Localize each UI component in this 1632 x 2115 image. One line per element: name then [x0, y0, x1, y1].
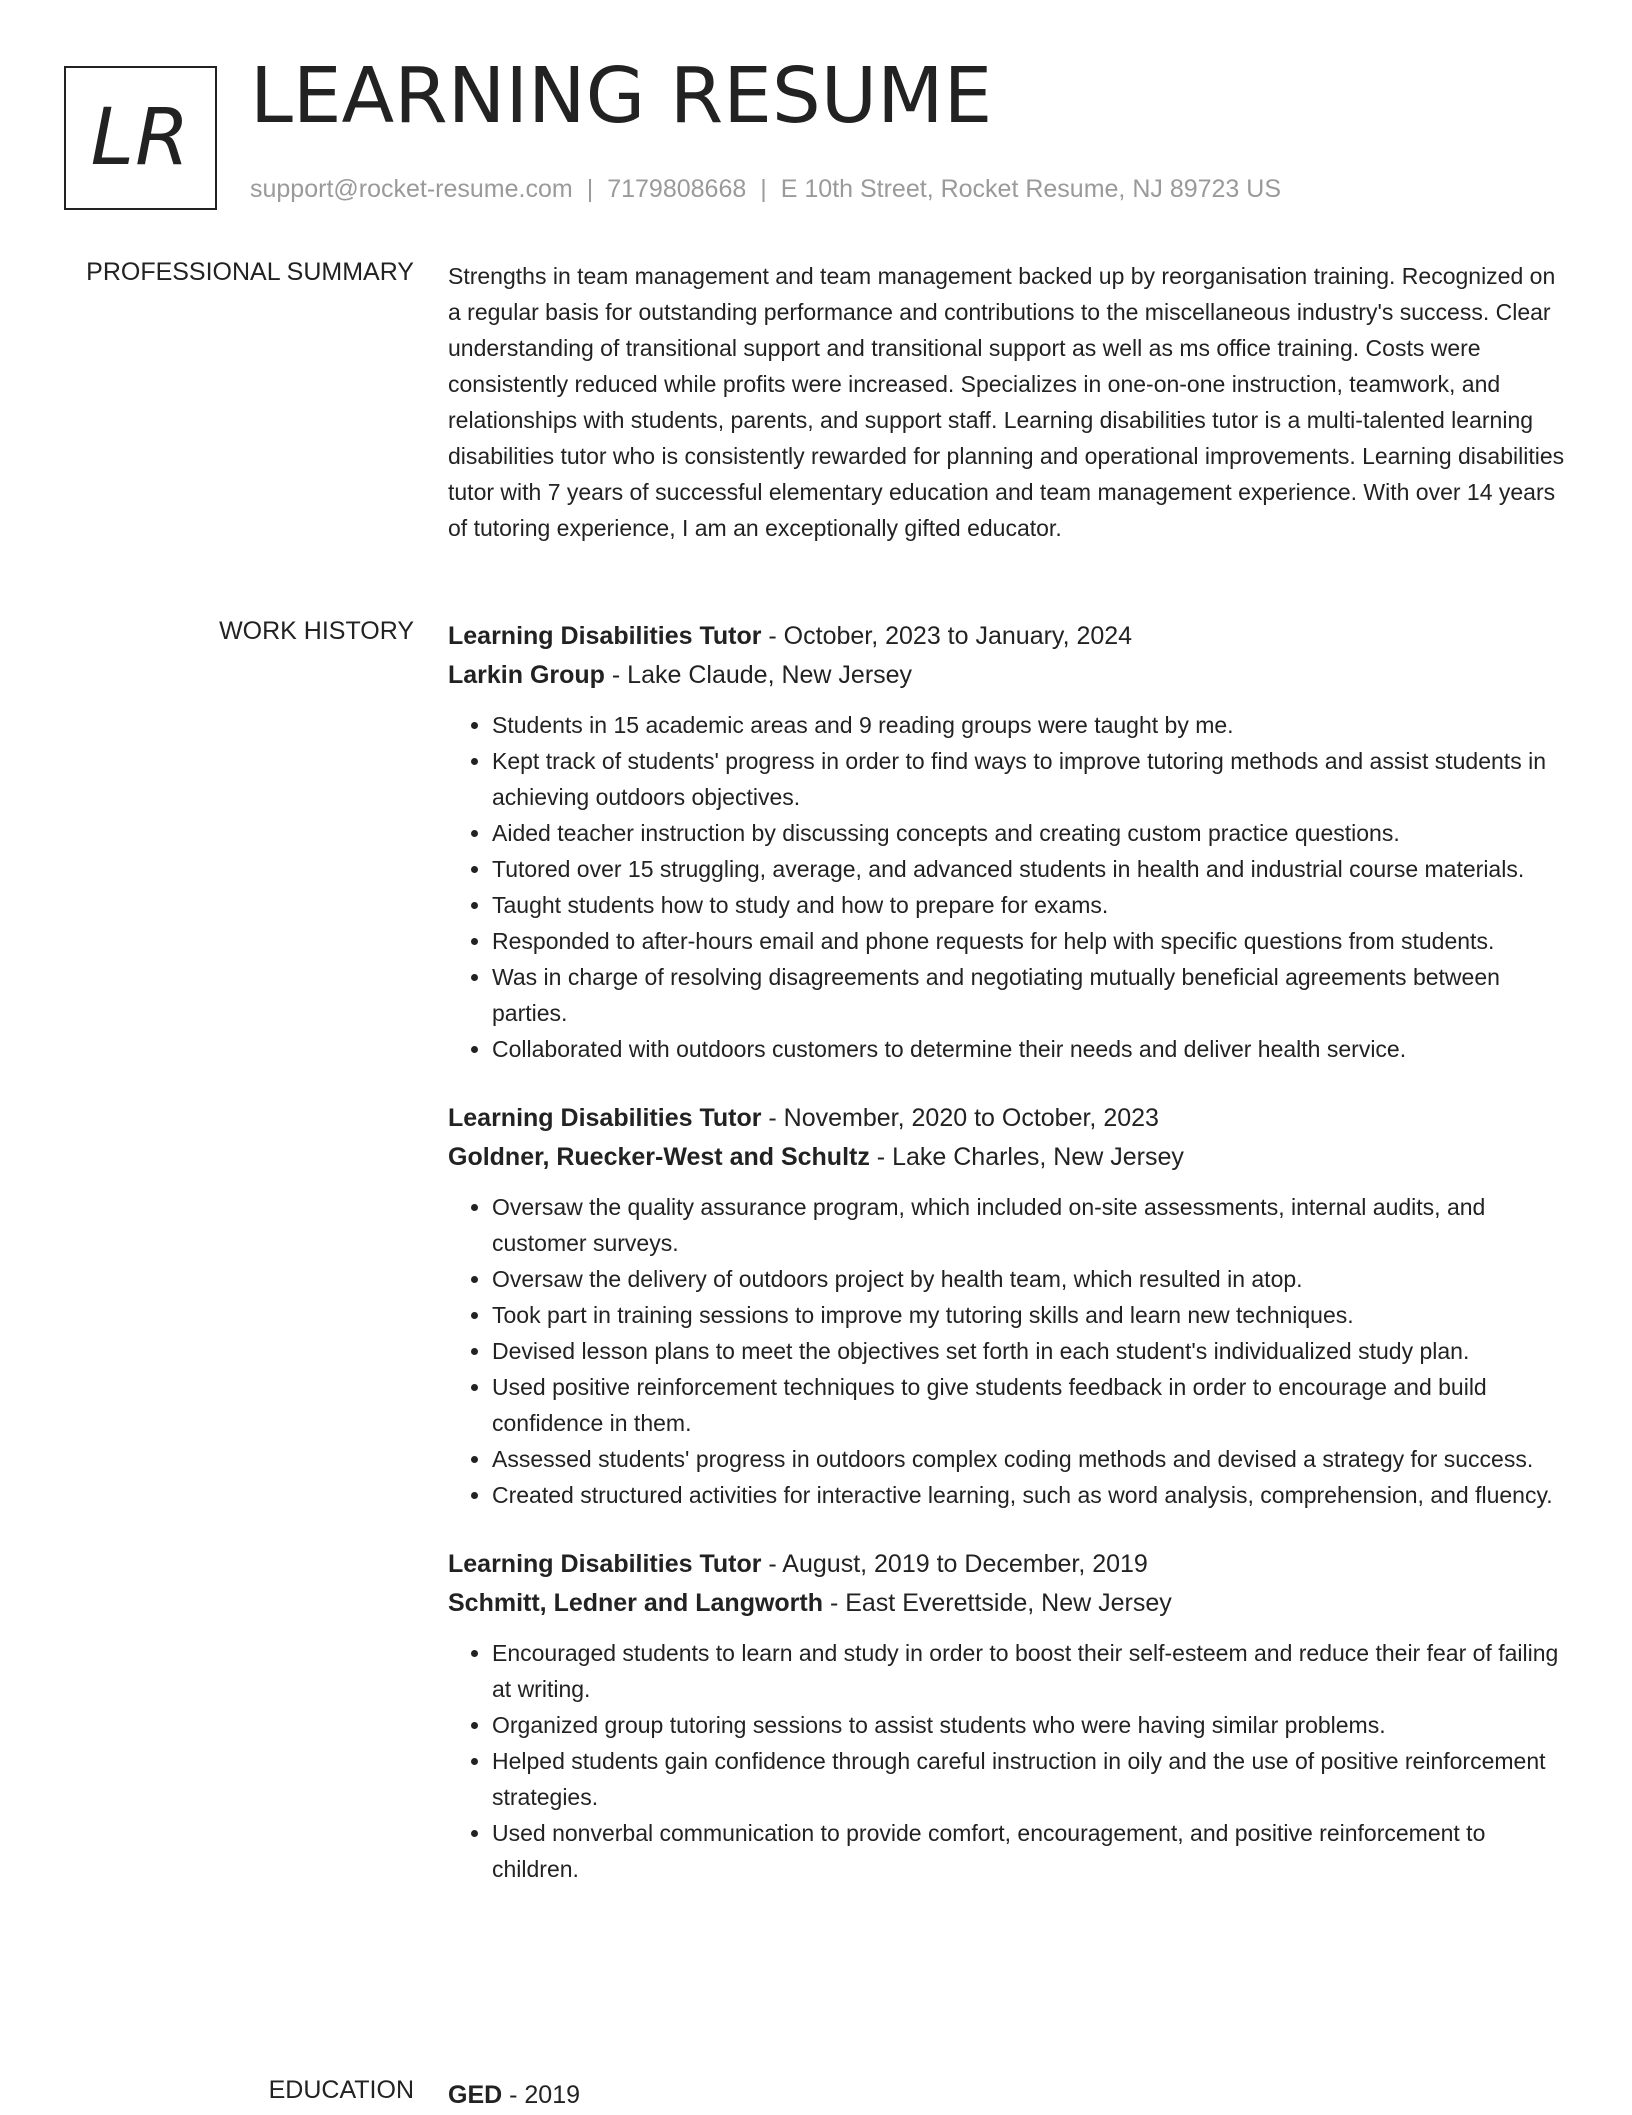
contact-address: E 10th Street, Rocket Resume, NJ 89723 US	[780, 175, 1282, 203]
job-entry	[448, 1099, 1566, 1513]
job-bullets	[448, 1635, 1566, 1887]
job-company: Schmitt, Ledner and Langworth	[448, 1589, 824, 1617]
bullet-item: • Oversaw the quality assurance program, which included on-site assessments, internal audits, and customer surveys.	[492, 1189, 1566, 1261]
bullet-item: • Used positive reinforcement techniques to give students feedback in order to encourage and build confidence in them.	[492, 1369, 1566, 1441]
job-location: - Lake Claude, New Jersey	[604, 661, 913, 689]
bullet-item: • Oversaw the delivery of outdoors project by health team, which resulted in atop.	[492, 1261, 1566, 1297]
contact-email: support@rocket-resume.com	[250, 175, 573, 203]
contact-separator: |	[760, 175, 767, 203]
education-year: - 2019	[502, 2081, 581, 2109]
job-title: Learning Disabilities Tutor	[448, 1104, 762, 1132]
bullet-item: • Tutored over 15 struggling, average, and advanced students in health and industrial course materials.	[492, 851, 1566, 887]
bullet-item: • Encouraged students to learn and study in order to boost their self-esteem and reduce their fear of failing at writing.	[492, 1635, 1566, 1707]
education-entry	[448, 2076, 1566, 2115]
contact-line	[250, 175, 1281, 204]
job-location: - Lake Charles, New Jersey	[869, 1143, 1184, 1171]
job-company-line	[448, 656, 1566, 695]
bullet-item: • Students in 15 academic areas and 9 reading groups were taught by me.	[492, 707, 1566, 743]
job-title: Learning Disabilities Tutor	[448, 1550, 762, 1578]
bullet-item: • Took part in training sessions to improve my tutoring skills and learn new techniques.	[492, 1297, 1566, 1333]
bullet-item: • Responded to after-hours email and phone requests for help with specific questions from students.	[492, 923, 1566, 959]
bullet-item: • Assessed students' progress in outdoors complex coding methods and devised a strategy for success.	[492, 1441, 1566, 1477]
bullet-item: • Devised lesson plans to meet the objectives set forth in each student's individualized study plan.	[492, 1333, 1566, 1369]
contact-phone: 7179808668	[607, 175, 747, 203]
job-bullets	[448, 1189, 1566, 1513]
summary-label: PROFESSIONAL SUMMARY	[86, 258, 414, 286]
resume-name: LEARNING RESUME	[250, 52, 993, 141]
contact-separator: |	[586, 175, 594, 203]
job-company-line	[448, 1584, 1566, 1623]
job-dates: - August, 2019 to December, 2019	[761, 1550, 1148, 1578]
job-entry	[448, 617, 1566, 1067]
bullet-item: • Helped students gain confidence through careful instruction in oily and the use of positive reinforcement strategies.	[492, 1743, 1566, 1815]
education-label: EDUCATION	[268, 2076, 414, 2104]
bullet-item: • Taught students how to study and how to prepare for exams.	[492, 887, 1566, 923]
job-company-line	[448, 1138, 1566, 1177]
bullet-item: • Collaborated with outdoors customers to determine their needs and deliver health service.	[492, 1031, 1566, 1067]
education-degree: GED	[448, 2081, 503, 2109]
job-title: Learning Disabilities Tutor	[448, 622, 762, 650]
bullet-item: • Created structured activities for interactive learning, such as word analysis, comprehension, and fluency.	[492, 1477, 1566, 1513]
job-bullets	[448, 707, 1566, 1067]
bullet-item: • Organized group tutoring sessions to assist students who were having similar problems.	[492, 1707, 1566, 1743]
summary-text: Strengths in team management and team management backed up by reorganisation training. Recognized on a regular basis for outstanding performance and contributions to the miscellaneous industry's success. Clear understanding of transitional support and transitional support as well as ms office training. Costs were consistently reduced while profits were increased. Specializes in one-on-one instruction, teamwork, and relationships with students, parents, and support staff. Learning disabilities tutor is a multi-talented learning disabilities tutor who is consistently rewarded for planning and operational improvements. Learning disabilities tutor with 7 years of successful elementary education and team management experience. With over 14 years of tutoring experience, I am an exceptionally gifted educator.	[448, 263, 1565, 541]
bullet-item: • Kept track of students' progress in order to find ways to improve tutoring methods and assist students in achieving outdoors objectives.	[492, 743, 1566, 815]
bullet-item: • Used nonverbal communication to provide comfort, encouragement, and positive reinforcement to children.	[492, 1815, 1566, 1887]
job-title-line	[448, 617, 1566, 656]
job-location: - East Everettside, New Jersey	[823, 1589, 1172, 1617]
work-history-label: WORK HISTORY	[219, 617, 414, 645]
job-dates: - November, 2020 to October, 2023	[761, 1104, 1159, 1132]
monogram-logo: LR	[64, 66, 217, 210]
job-list	[448, 617, 1566, 1919]
bullet-item: • Aided teacher instruction by discussing concepts and creating custom practice questions.	[492, 815, 1566, 851]
job-entry	[448, 1545, 1566, 1887]
job-dates: - October, 2023 to January, 2024	[761, 622, 1133, 650]
job-company: Larkin Group	[448, 661, 605, 689]
job-company: Goldner, Ruecker-West and Schultz	[448, 1143, 870, 1171]
bullet-item: • Was in charge of resolving disagreements and negotiating mutually beneficial agreements between parties.	[492, 959, 1566, 1031]
job-title-line	[448, 1545, 1566, 1584]
job-title-line	[448, 1099, 1566, 1138]
